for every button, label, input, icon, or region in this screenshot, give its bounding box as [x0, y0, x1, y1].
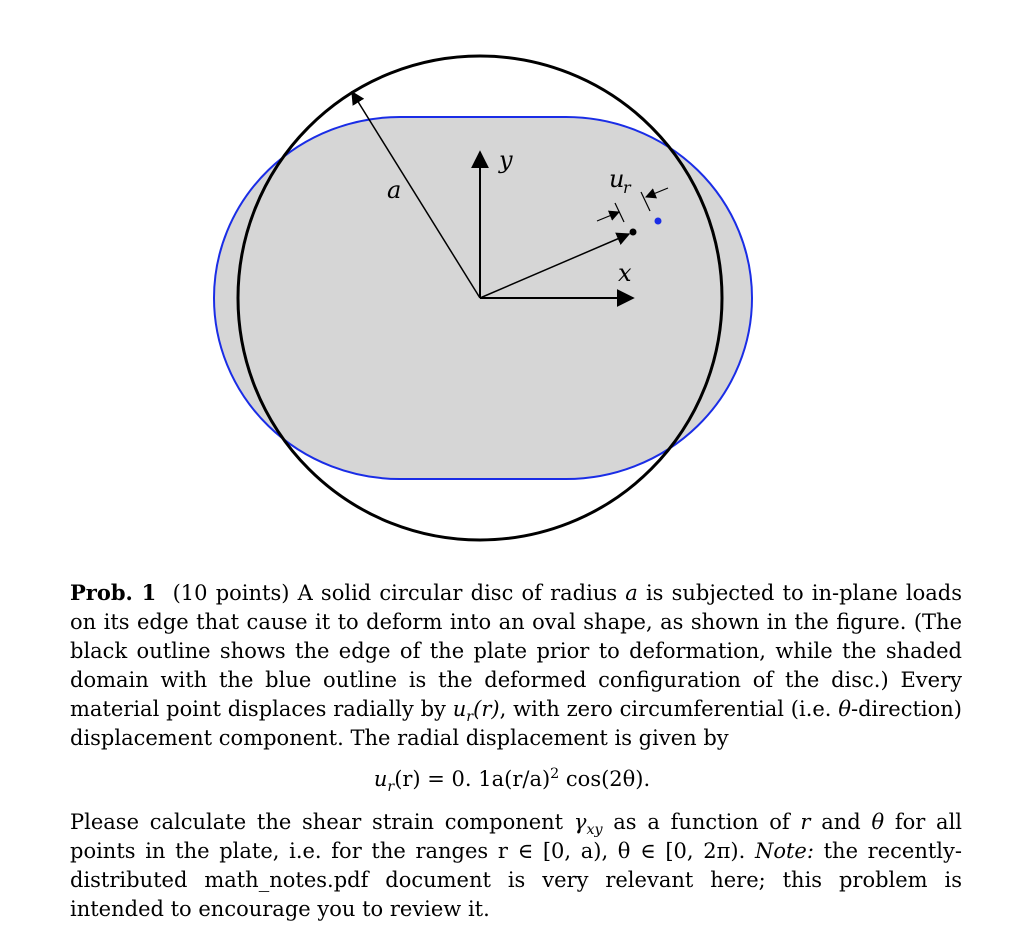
eq-u: u	[373, 767, 388, 791]
math-u: u	[452, 697, 467, 721]
text-run: the recently-distributed math_notes.pdf document is very relevant here; this problem is intended to encourage you to review it.	[70, 839, 962, 921]
eq-sup: 2	[550, 766, 560, 782]
problem-paragraph-1	[70, 578, 962, 753]
math-theta: θ	[871, 810, 885, 834]
text-run: is subjected to in-plane loads on its edge that cause it to deform into an oval shape, as shown in the figure. (The black outline shows the edge of the plate prior to deformation, while the shaded domain with the blue outline is the deformed configuration of the disc.) Every material point displaces radially by	[70, 581, 963, 721]
displaced-point	[655, 218, 662, 225]
displacement-equation	[0, 765, 1024, 794]
math-gamma: γ	[573, 810, 587, 834]
math-sub-xy: xy	[586, 822, 603, 839]
text-run: and	[810, 810, 872, 834]
text-run: , with zero circumferential (i.e.	[499, 697, 839, 721]
math-a: a	[625, 581, 638, 605]
eq-mid: (r) = 0. 1a(r/a)	[394, 767, 551, 791]
problem-points: (10 points)	[172, 581, 290, 605]
text-run: A solid circular disc of radius	[289, 581, 626, 605]
material-point	[630, 229, 637, 236]
displacement-label: u	[609, 165, 625, 193]
radius-label: a	[387, 176, 402, 204]
math-arg: (r)	[473, 697, 500, 721]
problem-paragraph-2	[70, 808, 962, 924]
math-theta: θ	[838, 697, 851, 721]
math-range: r ∈ [0, a), θ ∈ [0, 2π).	[497, 839, 746, 863]
text-run: Please calculate the shear strain component	[70, 810, 574, 834]
math-r: r	[800, 810, 811, 834]
note-label: Note:	[754, 839, 814, 863]
eq-end: cos(2θ).	[559, 767, 651, 791]
x-axis-label: x	[618, 259, 632, 287]
problem-label: Prob. 1	[70, 580, 157, 605]
displacement-label-sub: r	[623, 178, 631, 197]
text-run: as a function of	[602, 810, 801, 834]
text-run: -direction) displacement component. The radial displacement is given by	[70, 697, 962, 750]
text-run: for all points in the plate, i.e. for the ranges	[70, 810, 963, 863]
math-sub-r: r	[466, 709, 474, 726]
eq-sub: r	[387, 779, 395, 796]
y-axis-label: y	[499, 146, 513, 174]
